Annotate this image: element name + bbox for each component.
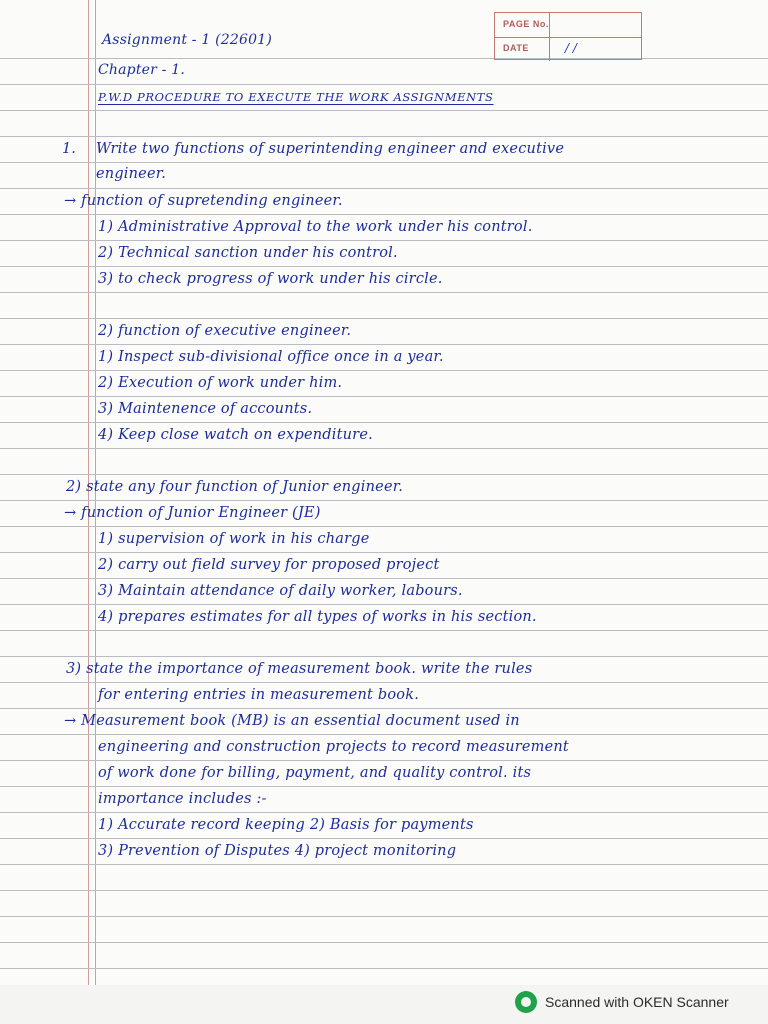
q1-answer-b-item: 2) Execution of work under him. bbox=[98, 375, 343, 391]
watermark-text: Scanned with OKEN Scanner bbox=[545, 994, 729, 1010]
q2-answer-title: → function of Junior Engineer (JE) bbox=[64, 505, 321, 521]
q3-question-line: 3) state the importance of measurement book. write the rules bbox=[66, 661, 533, 677]
page-no-label: PAGE No. bbox=[503, 19, 549, 29]
q1-answer-a-item: 2) Technical sanction under his control. bbox=[98, 245, 398, 261]
ruled-line bbox=[0, 760, 768, 761]
ruled-line bbox=[0, 396, 768, 397]
ruled-line bbox=[0, 474, 768, 475]
ruled-line bbox=[0, 916, 768, 917]
page-no-row bbox=[495, 13, 641, 38]
q2-question: 2) state any four function of Junior engineer. bbox=[66, 479, 404, 495]
q1-answer-b-title: 2) function of executive engineer. bbox=[98, 323, 352, 339]
ruled-line bbox=[0, 266, 768, 267]
ruled-line bbox=[0, 110, 768, 111]
ruled-line bbox=[0, 708, 768, 709]
q1-answer-b-item: 3) Maintenence of accounts. bbox=[98, 401, 313, 417]
q1-question-line: engineer. bbox=[96, 166, 167, 182]
ruled-line bbox=[0, 240, 768, 241]
ruled-line bbox=[0, 344, 768, 345]
q3-question-line: for entering entries in measurement book. bbox=[98, 687, 420, 703]
ruled-line bbox=[0, 734, 768, 735]
q3-answer-line: engineering and construction projects to record measurement bbox=[98, 739, 569, 755]
oken-scanner-logo-icon bbox=[515, 991, 537, 1013]
date-label: DATE bbox=[503, 43, 529, 53]
q1-question-line: Write two functions of superintending engineer and executive bbox=[96, 141, 565, 157]
ruled-line bbox=[0, 162, 768, 163]
ruled-line bbox=[0, 58, 768, 59]
ruled-line bbox=[0, 188, 768, 189]
q2-answer-item: 2) carry out field survey for proposed project bbox=[98, 557, 440, 573]
q3-answer-line: of work done for billing, payment, and quality control. its bbox=[98, 765, 532, 781]
q1-answer-b-item: 4) Keep close watch on expenditure. bbox=[98, 427, 373, 443]
ruled-line bbox=[0, 682, 768, 683]
q3-answer-line: → Measurement book (MB) is an essential document used in bbox=[64, 713, 520, 729]
ruled-line bbox=[0, 838, 768, 839]
question-number: 1. bbox=[62, 141, 76, 157]
q2-answer-item: 4) prepares estimates for all types of works in his section. bbox=[98, 609, 537, 625]
q1-answer-a-item: 1) Administrative Approval to the work under his control. bbox=[98, 219, 533, 235]
topic-title: P.W.D PROCEDURE TO EXECUTE THE WORK ASSIGNMENTS bbox=[98, 90, 494, 104]
ruled-line bbox=[0, 656, 768, 657]
ruled-line bbox=[0, 630, 768, 631]
ruled-line bbox=[0, 942, 768, 943]
q2-answer-item: 1) supervision of work in his charge bbox=[98, 531, 370, 547]
q3-answer-line: 3) Prevention of Disputes 4) project monitoring bbox=[98, 843, 457, 859]
ruled-line bbox=[0, 370, 768, 371]
ruled-line bbox=[0, 968, 768, 969]
q1-answer-b-item: 1) Inspect sub-divisional office once in a year. bbox=[98, 349, 444, 365]
ruled-line bbox=[0, 136, 768, 137]
ruled-line bbox=[0, 604, 768, 605]
page-date-box bbox=[494, 12, 642, 60]
scanner-watermark bbox=[515, 990, 729, 1014]
ruled-line bbox=[0, 422, 768, 423]
ruled-line bbox=[0, 812, 768, 813]
ruled-line bbox=[0, 864, 768, 865]
chapter-title: Chapter - 1. bbox=[98, 62, 186, 78]
ruled-line bbox=[0, 526, 768, 527]
ruled-line bbox=[0, 214, 768, 215]
ruled-line bbox=[0, 318, 768, 319]
box-divider bbox=[549, 13, 550, 37]
ruled-line bbox=[0, 292, 768, 293]
ruled-line bbox=[0, 786, 768, 787]
ruled-line bbox=[0, 500, 768, 501]
ruled-line bbox=[0, 552, 768, 553]
ruled-line bbox=[0, 448, 768, 449]
date-value: / / bbox=[565, 41, 577, 55]
q2-answer-item: 3) Maintain attendance of daily worker, labours. bbox=[98, 583, 463, 599]
date-row bbox=[495, 37, 641, 61]
box-divider bbox=[549, 37, 550, 61]
q1-answer-a-item: 3) to check progress of work under his circle. bbox=[98, 271, 443, 287]
assignment-title: Assignment - 1 (22601) bbox=[102, 32, 272, 48]
ruled-line bbox=[0, 84, 768, 85]
q3-answer-line: importance includes :- bbox=[98, 791, 267, 807]
q1-answer-a-title: → function of supretending engineer. bbox=[64, 193, 343, 209]
q3-answer-line: 1) Accurate record keeping 2) Basis for payments bbox=[98, 817, 474, 833]
ruled-line bbox=[0, 890, 768, 891]
ruled-line bbox=[0, 578, 768, 579]
